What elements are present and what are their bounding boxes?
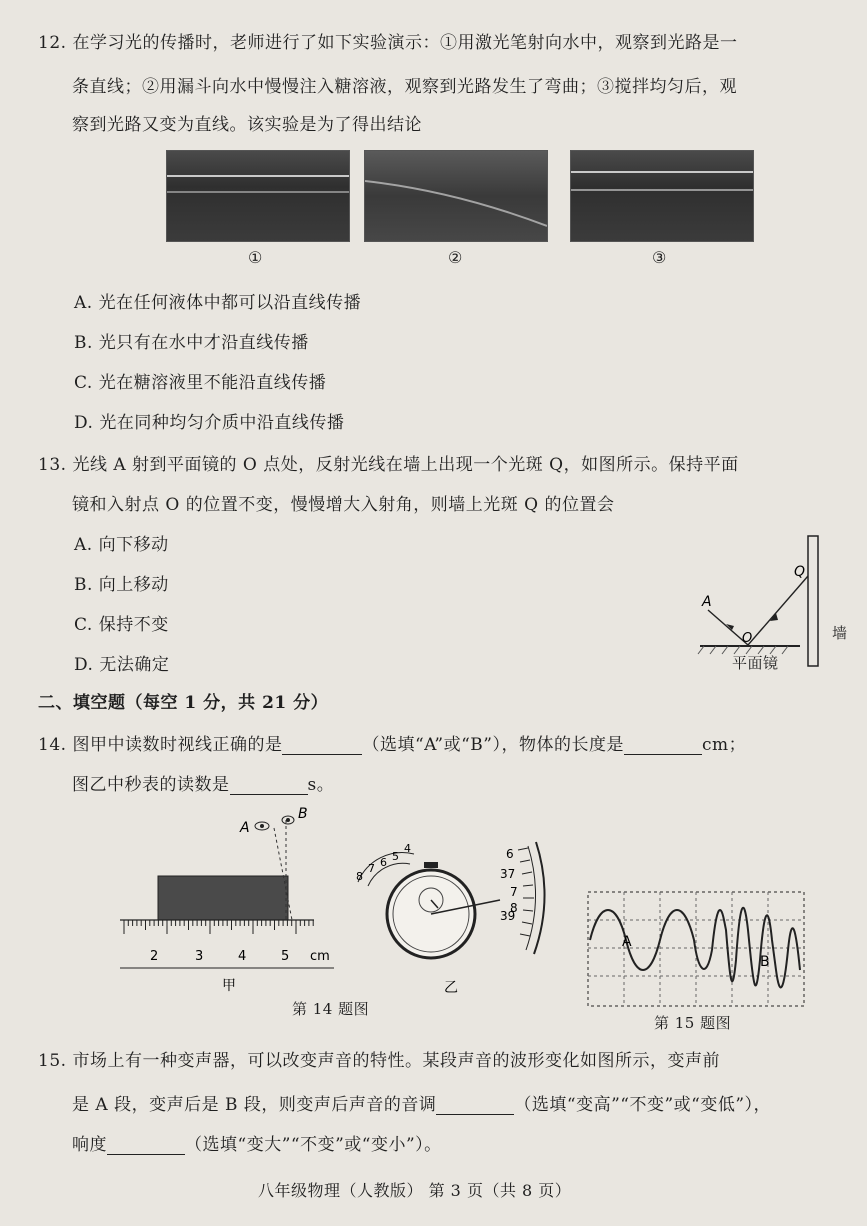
big-dial-37: 37 bbox=[500, 867, 516, 881]
q15-waveform-figure bbox=[586, 890, 808, 1012]
q14-stopwatch-figure bbox=[348, 838, 558, 998]
small-dial-8: 8 bbox=[356, 870, 363, 883]
small-dial-7: 7 bbox=[368, 862, 375, 875]
wave-label-b: B bbox=[760, 954, 770, 970]
q12-option-b: B. 光只有在水中才沿直线传播 bbox=[74, 333, 309, 353]
ruler-tick-2: 2 bbox=[150, 949, 159, 964]
big-dial-8: 8 bbox=[510, 901, 518, 915]
eye-b-icon bbox=[282, 816, 294, 824]
big-dial-6: 6 bbox=[506, 847, 514, 861]
q14-line2: 图乙中秒表的读数是 s。 bbox=[72, 775, 335, 795]
q14-line1: 14. 图甲中读数时视线正确的是 （选填“A”或“B”），物体的长度是 cm； bbox=[38, 735, 747, 755]
small-dial-6: 6 bbox=[380, 856, 387, 869]
reflected-ray bbox=[748, 576, 808, 645]
q14-ruler-figure bbox=[114, 806, 340, 1006]
big-dial-7: 7 bbox=[510, 885, 518, 899]
q12-photo-2 bbox=[364, 150, 548, 242]
measured-object bbox=[158, 876, 288, 920]
ruler-tick-3: 3 bbox=[195, 949, 204, 964]
q13-option-a: A. 向下移动 bbox=[74, 535, 169, 555]
fig-jia-caption: 甲 bbox=[222, 978, 236, 994]
point-o-label: O bbox=[742, 631, 753, 646]
ruler-tick-4: 4 bbox=[238, 949, 247, 964]
q13-option-c: C. 保持不变 bbox=[74, 615, 169, 635]
big-dial-39: 39 bbox=[500, 909, 516, 923]
q12-stem-line1: 12. 在学习光的传播时，老师进行了如下实验演示：①用激光笔射向水中，观察到光路是一 bbox=[38, 33, 738, 53]
eye-a-label: A bbox=[240, 820, 250, 836]
q12-stem-line2: 条直线；②用漏斗向水中慢慢注入糖溶液，观察到光路发生了弯曲；③搅拌均匀后，观 bbox=[72, 77, 737, 97]
q12-photo-3 bbox=[570, 150, 754, 242]
q15-line3: 响度 （选填“变大”“不变”或“变小”）。 bbox=[72, 1135, 442, 1155]
section-2-title: 二、填空题（每空 1 分，共 21 分） bbox=[38, 693, 329, 713]
q12-stem-line3: 察到光路又变为直线。该实验是为了得出结论 bbox=[72, 115, 422, 135]
ruler-unit: cm bbox=[310, 949, 330, 964]
eye-b-label: B bbox=[298, 806, 308, 822]
q12-photo-label-3: ③ bbox=[652, 248, 667, 267]
fig-yi-caption: 乙 bbox=[444, 980, 458, 996]
q13-option-d: D. 无法确定 bbox=[74, 655, 170, 675]
ruler-tick-5: 5 bbox=[281, 949, 290, 964]
q15-line1: 15. 市场上有一种变声器，可以改变声音的特性。某段声音的波形变化如图所示，变声前 bbox=[38, 1051, 720, 1071]
small-dial-4: 4 bbox=[404, 842, 411, 855]
q13-option-b: B. 向上移动 bbox=[74, 575, 169, 595]
q14-blank-1[interactable] bbox=[282, 736, 362, 755]
q15-blank-2[interactable] bbox=[107, 1136, 185, 1155]
q12-photo-1 bbox=[166, 150, 350, 242]
wave-segment-a bbox=[590, 910, 712, 970]
wave-label-a: A bbox=[622, 934, 632, 950]
spot-q-label: Q bbox=[794, 564, 806, 580]
q14-blank-3[interactable] bbox=[230, 776, 308, 795]
q15-blank-1[interactable] bbox=[436, 1096, 514, 1115]
mirror-label: 平面镜 bbox=[732, 654, 779, 672]
q12-option-a: A. 光在任何液体中都可以沿直线传播 bbox=[74, 293, 362, 313]
q13-stem-line2: 镜和入射点 O 的位置不变，慢慢增大入射角，则墙上光斑 Q 的位置会 bbox=[72, 495, 615, 515]
q12-option-c: C. 光在糖溶液里不能沿直线传播 bbox=[74, 373, 327, 393]
q15-line2: 是 A 段，变声后是 B 段，则变声后声音的音调 （选填“变高”“不变”或“变低”）， bbox=[72, 1095, 772, 1115]
page-footer: 八年级物理（人教版） 第 3 页（共 8 页） bbox=[258, 1181, 572, 1200]
q14-figure-caption: 第 14 题图 bbox=[292, 1000, 370, 1018]
wall-label: 墙 bbox=[832, 624, 848, 642]
q14-blank-2[interactable] bbox=[624, 736, 702, 755]
q12-option-d: D. 光在同种均匀介质中沿直线传播 bbox=[74, 413, 345, 433]
eye-a-icon bbox=[255, 822, 269, 830]
ray-a-label: A bbox=[702, 594, 712, 610]
small-dial-5: 5 bbox=[392, 850, 399, 863]
q13-stem-line1: 13. 光线 A 射到平面镜的 O 点处，反射光线在墙上出现一个光斑 Q，如图所示。保持平面 bbox=[38, 455, 739, 475]
q12-photo-label-2: ② bbox=[448, 248, 463, 267]
q12-photo-label-1: ① bbox=[248, 248, 263, 267]
q15-figure-caption: 第 15 题图 bbox=[654, 1014, 732, 1032]
wall bbox=[808, 536, 818, 666]
